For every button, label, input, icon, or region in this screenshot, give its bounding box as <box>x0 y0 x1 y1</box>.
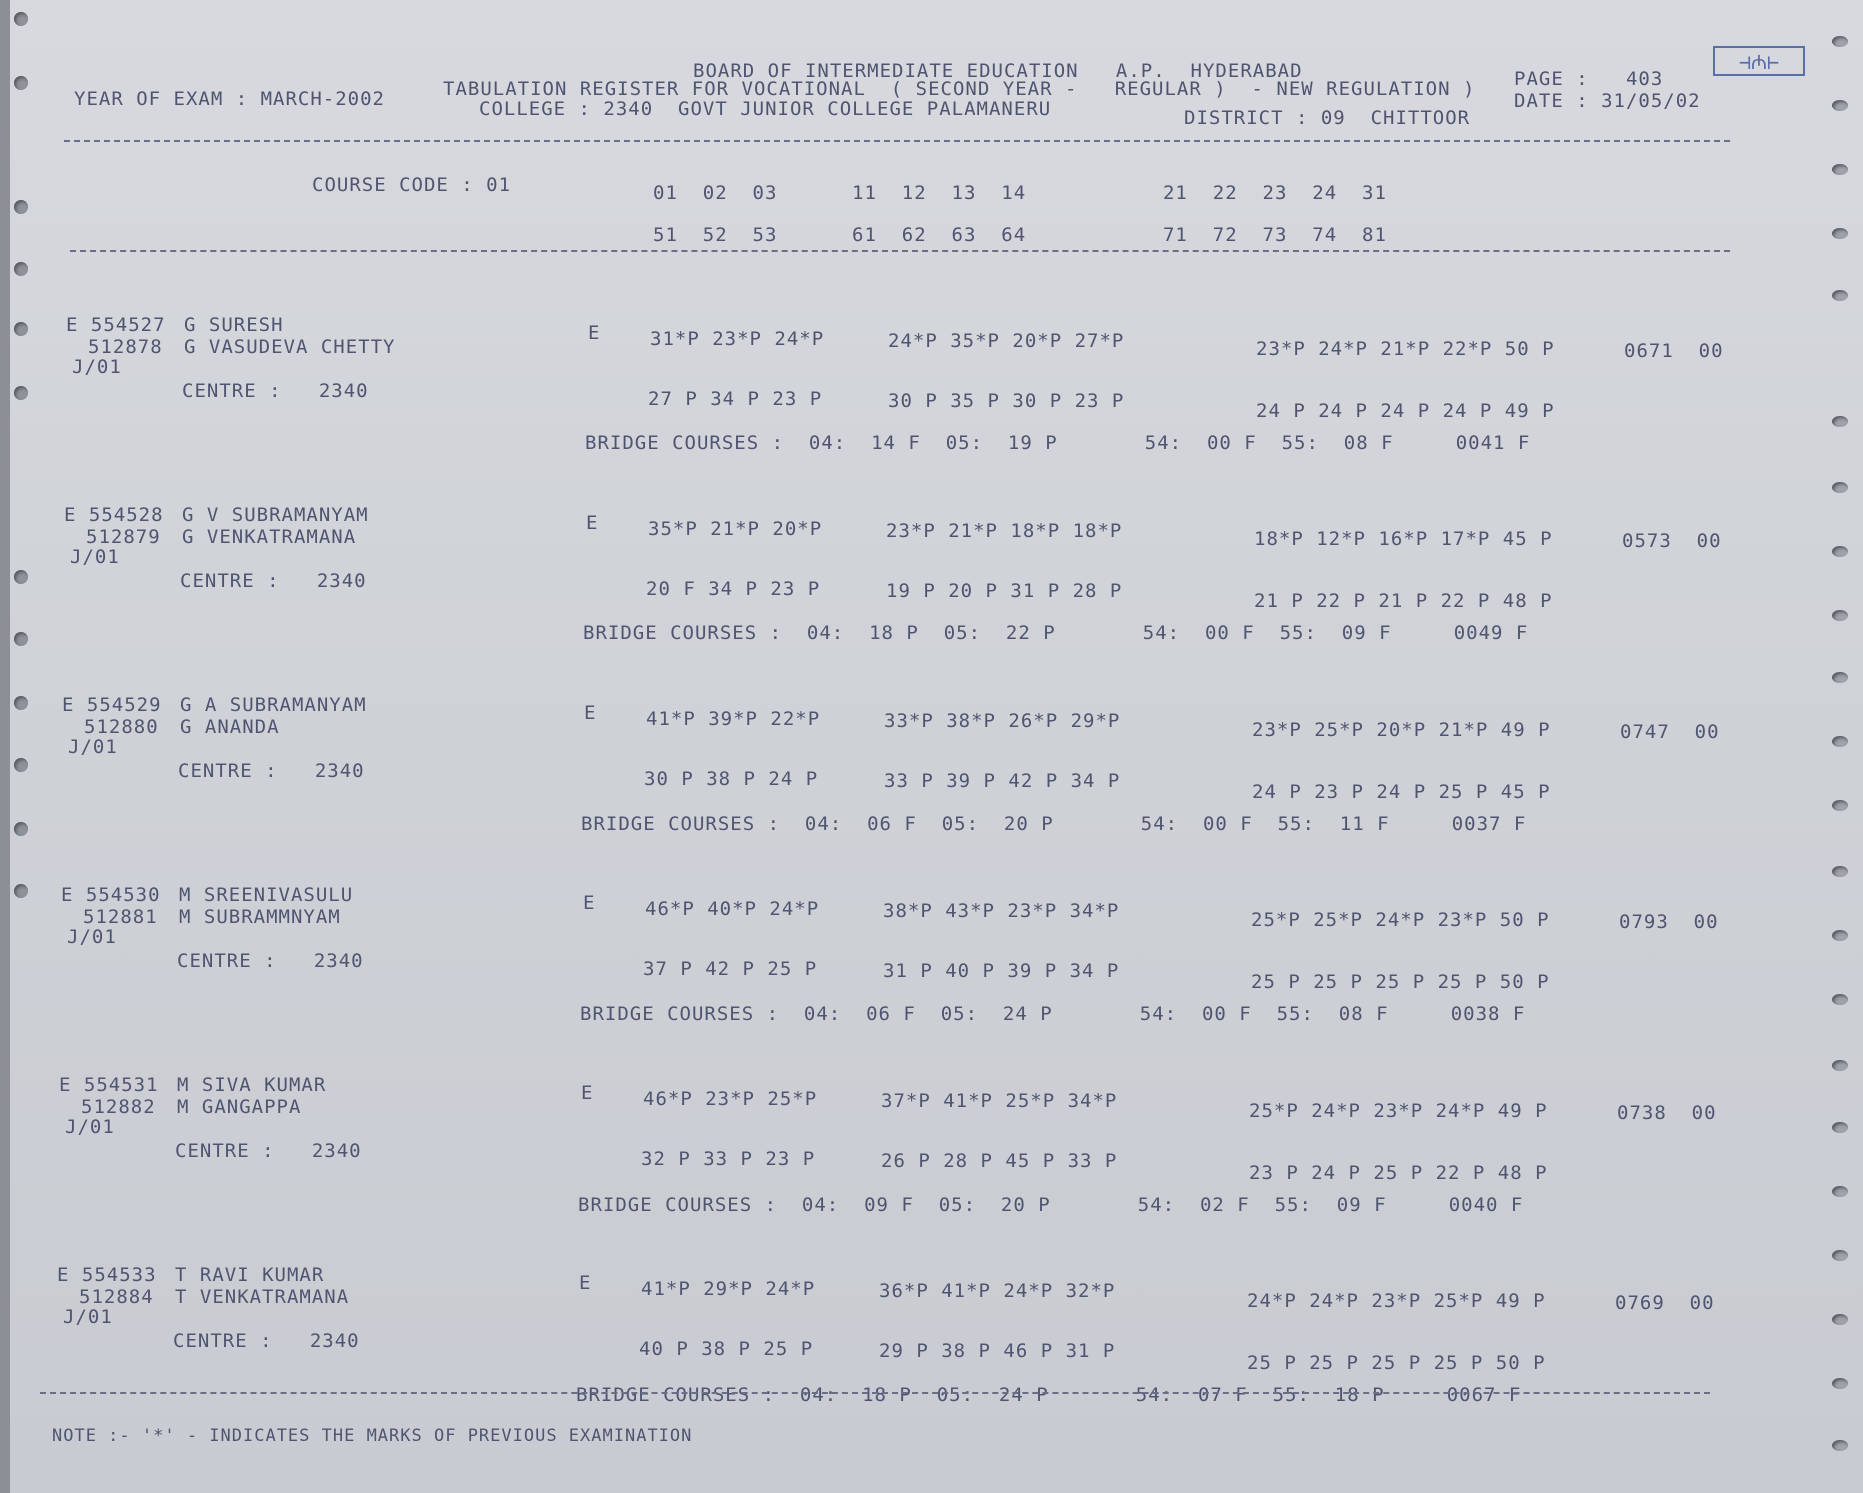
feed-hole-icon <box>1832 994 1848 1005</box>
student-name: T RAVI KUMAR <box>175 1264 325 1286</box>
father-name: M SUBRAMMNYAM <box>179 906 341 928</box>
student-id: E 554528 <box>64 504 164 526</box>
marks-first-year-group2: 33*P 38*P 26*P 29*P <box>884 710 1121 732</box>
feed-hole-icon <box>1832 36 1848 47</box>
student-name: M SIVA KUMAR <box>177 1074 327 1096</box>
footnote: NOTE :- '*' - INDICATES THE MARKS OF PREVIOUS EXAMINATION <box>52 1426 693 1446</box>
subject-codes-row2: 51 52 53 61 62 63 64 71 72 73 74 81 <box>653 224 1387 246</box>
student-name: M SREENIVASULU <box>179 884 354 906</box>
student-id: E 554530 <box>61 884 161 906</box>
exam-type: E <box>583 892 596 914</box>
grand-total: 0671 00 <box>1624 340 1724 362</box>
feed-hole-icon <box>1832 1060 1848 1071</box>
subject-codes-row1: 01 02 03 11 12 13 14 21 22 23 24 31 <box>653 182 1387 204</box>
feed-hole-icon <box>1832 100 1848 111</box>
student-name: G A SUBRAMANYAM <box>180 694 367 716</box>
exam-type: E <box>586 512 599 534</box>
district-line: DISTRICT : 09 CHITTOOR <box>1184 107 1471 129</box>
exam-type: E <box>581 1082 594 1104</box>
marks-second-year-group2: 19 P 20 P 31 P 28 P <box>886 580 1123 602</box>
marks-second-year-group2: 26 P 28 P 45 P 33 P <box>881 1150 1118 1172</box>
marks-second-year-group3: 24 P 24 P 24 P 24 P 49 P <box>1256 400 1555 422</box>
bridge-courses: BRIDGE COURSES : 04: 18 P 05: 22 P 54: 00 F 55: 09 F 0049 F <box>583 622 1529 644</box>
centre-code: CENTRE : 2340 <box>178 760 365 782</box>
feed-hole-icon <box>1832 1186 1848 1197</box>
grand-total: 0747 00 <box>1620 721 1720 743</box>
marks-first-year-group3: 23*P 25*P 20*P 21*P 49 P <box>1252 719 1551 741</box>
grand-total: 0738 00 <box>1617 1102 1717 1124</box>
grand-total: 0573 00 <box>1622 530 1722 552</box>
marks-first-year-group2: 37*P 41*P 25*P 34*P <box>881 1090 1118 1112</box>
marks-first-year-group1: 35*P 21*P 20*P <box>648 518 823 540</box>
feed-hole-icon <box>14 570 28 584</box>
feed-hole-icon <box>14 200 28 214</box>
board-title: BOARD OF INTERMEDIATE EDUCATION A.P. HYDERABAD <box>693 60 1303 82</box>
grand-total: 0769 00 <box>1615 1292 1715 1314</box>
feed-hole-icon <box>1832 866 1848 877</box>
roll-number: 512879 <box>86 526 161 548</box>
marks-first-year-group2: 24*P 35*P 20*P 27*P <box>888 330 1125 352</box>
bridge-courses: BRIDGE COURSES : 04: 06 F 05: 20 P 54: 00 F 55: 11 F 0037 F <box>581 813 1527 835</box>
grand-total: 0793 00 <box>1619 911 1719 933</box>
marks-second-year-group2: 29 P 38 P 46 P 31 P <box>879 1340 1116 1362</box>
divider-line <box>70 250 1730 252</box>
student-name: G SURESH <box>184 314 284 336</box>
marks-second-year-group1: 27 P 34 P 23 P <box>648 388 823 410</box>
father-name: G VENKATRAMANA <box>182 526 357 548</box>
feed-hole-icon <box>1832 610 1848 621</box>
student-id: E 554533 <box>57 1264 157 1286</box>
student-name: G V SUBRAMANYAM <box>182 504 369 526</box>
feed-hole-icon <box>14 884 28 898</box>
feed-hole-icon <box>1832 164 1848 175</box>
father-name: G ANANDA <box>180 716 280 738</box>
feed-hole-icon <box>1832 1250 1848 1261</box>
marks-first-year-group3: 18*P 12*P 16*P 17*P 45 P <box>1254 528 1553 550</box>
feed-hole-icon <box>1832 416 1848 427</box>
feed-hole-icon <box>1832 1440 1848 1451</box>
group-code: J/01 <box>68 736 118 758</box>
group-code: J/01 <box>63 1306 113 1328</box>
roll-number: 512880 <box>84 716 159 738</box>
group-code: J/01 <box>67 926 117 948</box>
roll-number: 512884 <box>79 1286 154 1308</box>
feed-hole-icon <box>14 322 28 336</box>
page-number: PAGE : 403 <box>1514 68 1664 90</box>
student-id: E 554531 <box>59 1074 159 1096</box>
group-code: J/01 <box>72 356 122 378</box>
group-code: J/01 <box>70 546 120 568</box>
feed-hole-icon <box>14 262 28 276</box>
marks-second-year-group1: 40 P 38 P 25 P <box>639 1338 814 1360</box>
student-id: E 554527 <box>66 314 166 336</box>
bridge-courses: BRIDGE COURSES : 04: 09 F 05: 20 P 54: 02 F 55: 09 F 0040 F <box>578 1194 1524 1216</box>
centre-code: CENTRE : 2340 <box>175 1140 362 1162</box>
marks-second-year-group3: 25 P 25 P 25 P 25 P 50 P <box>1251 971 1550 993</box>
roll-number: 512878 <box>88 336 163 358</box>
roll-number: 512881 <box>83 906 158 928</box>
feed-hole-icon <box>14 822 28 836</box>
divider-line <box>64 140 1730 142</box>
marks-first-year-group3: 23*P 24*P 21*P 22*P 50 P <box>1256 338 1555 360</box>
marks-first-year-group1: 31*P 23*P 24*P <box>650 328 825 350</box>
centre-code: CENTRE : 2340 <box>173 1330 360 1352</box>
feed-hole-icon <box>1832 736 1848 747</box>
marks-second-year-group2: 33 P 39 P 42 P 34 P <box>884 770 1121 792</box>
register-title: TABULATION REGISTER FOR VOCATIONAL ( SECOND YEAR - REGULAR ) - NEW REGULATION ) <box>443 78 1476 100</box>
roll-number: 512882 <box>81 1096 156 1118</box>
marks-first-year-group2: 36*P 41*P 24*P 32*P <box>879 1280 1116 1302</box>
feed-hole-icon <box>14 12 28 26</box>
marks-second-year-group3: 25 P 25 P 25 P 25 P 50 P <box>1247 1352 1546 1374</box>
bridge-courses: BRIDGE COURSES : 04: 14 F 05: 19 P 54: 00 F 55: 08 F 0041 F <box>585 432 1531 454</box>
father-name: M GANGAPPA <box>177 1096 302 1118</box>
marks-second-year-group2: 30 P 35 P 30 P 23 P <box>888 390 1125 412</box>
centre-code: CENTRE : 2340 <box>180 570 367 592</box>
marks-first-year-group1: 46*P 23*P 25*P <box>643 1088 818 1110</box>
father-name: G VASUDEVA CHETTY <box>184 336 396 358</box>
binding-edge <box>0 0 10 1493</box>
marks-second-year-group3: 23 P 24 P 25 P 22 P 48 P <box>1249 1162 1548 1184</box>
feed-hole-icon <box>1832 546 1848 557</box>
marks-second-year-group2: 31 P 40 P 39 P 34 P <box>883 960 1120 982</box>
divider-line <box>40 1392 1710 1394</box>
group-code: J/01 <box>65 1116 115 1138</box>
print-date: DATE : 31/05/02 <box>1514 90 1701 112</box>
bridge-courses: BRIDGE COURSES : 04: 18 P 05: 24 P 54: 07 F 55: 18 P 0067 F <box>576 1384 1522 1406</box>
centre-code: CENTRE : 2340 <box>182 380 369 402</box>
feed-hole-icon <box>1832 482 1848 493</box>
marks-first-year-group3: 25*P 25*P 24*P 23*P 50 P <box>1251 909 1550 931</box>
marks-first-year-group3: 24*P 24*P 23*P 25*P 49 P <box>1247 1290 1546 1312</box>
marks-second-year-group3: 24 P 23 P 24 P 25 P 45 P <box>1252 781 1551 803</box>
father-name: T VENKATRAMANA <box>175 1286 350 1308</box>
exam-type: E <box>584 702 597 724</box>
marks-first-year-group1: 41*P 29*P 24*P <box>641 1278 816 1300</box>
feed-hole-icon <box>1832 930 1848 941</box>
student-id: E 554529 <box>62 694 162 716</box>
feed-hole-icon <box>1832 290 1848 301</box>
feed-hole-icon <box>1832 1314 1848 1325</box>
marks-first-year-group1: 46*P 40*P 24*P <box>645 898 820 920</box>
marks-first-year-group1: 41*P 39*P 22*P <box>646 708 821 730</box>
feed-hole-icon <box>14 76 28 90</box>
feed-hole-icon <box>1832 672 1848 683</box>
exam-type: E <box>588 322 601 344</box>
feed-hole-icon <box>1832 800 1848 811</box>
course-code: COURSE CODE : 01 <box>312 174 512 196</box>
marks-second-year-group1: 32 P 33 P 23 P <box>641 1148 816 1170</box>
marks-first-year-group3: 25*P 24*P 23*P 24*P 49 P <box>1249 1100 1548 1122</box>
marks-second-year-group3: 21 P 22 P 21 P 22 P 48 P <box>1254 590 1553 612</box>
feed-hole-icon <box>14 632 28 646</box>
feed-hole-icon <box>14 758 28 772</box>
marks-second-year-group1: 30 P 38 P 24 P <box>644 768 819 790</box>
marks-second-year-group1: 37 P 42 P 25 P <box>643 958 818 980</box>
marks-first-year-group2: 23*P 21*P 18*P 18*P <box>886 520 1123 542</box>
marks-first-year-group2: 38*P 43*P 23*P 34*P <box>883 900 1120 922</box>
feed-hole-icon <box>14 386 28 400</box>
marks-second-year-group1: 20 F 34 P 23 P <box>646 578 821 600</box>
year-of-exam: YEAR OF EXAM : MARCH-2002 <box>74 88 385 110</box>
feed-hole-icon <box>14 696 28 710</box>
centre-code: CENTRE : 2340 <box>177 950 364 972</box>
college-line: COLLEGE : 2340 GOVT JUNIOR COLLEGE PALAMANERU <box>479 98 1052 120</box>
exam-type: E <box>579 1272 592 1294</box>
feed-hole-icon <box>1832 1378 1848 1389</box>
printer-logo-icon: ⊣₼⊢ <box>1713 46 1805 76</box>
feed-hole-icon <box>1832 1122 1848 1133</box>
bridge-courses: BRIDGE COURSES : 04: 06 F 05: 24 P 54: 00 F 55: 08 F 0038 F <box>580 1003 1526 1025</box>
feed-hole-icon <box>1832 228 1848 239</box>
